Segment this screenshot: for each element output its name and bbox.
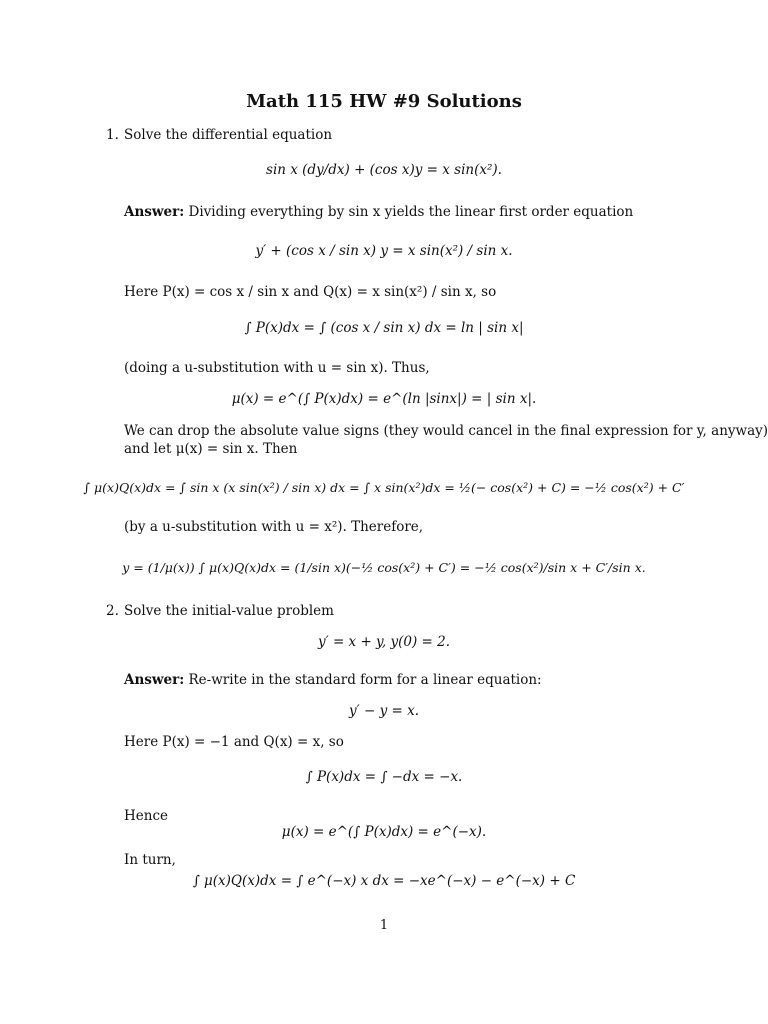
problem-1-number: 1. — [106, 127, 119, 143]
problem-1-prompt: Solve the differential equation — [124, 127, 333, 143]
equation-integral-P-2: ∫ P(x)dx = ∫ −dx = −x. — [305, 769, 463, 785]
problem-1-drop-text-2: and let μ(x) = sin x. Then — [124, 441, 298, 457]
equation-integral-P: ∫ P(x)dx = ∫ (cos x / sin x) dx = ln | sin x| — [244, 320, 524, 336]
problem-1-answer — [124, 203, 633, 221]
problem-1-here-text: Here P(x) = cos x / sin x and Q(x) = x sin(x²) / sin x, so — [124, 284, 497, 300]
answer-intro: Dividing everything by sin x yields the linear first order equation — [188, 204, 634, 220]
equation-integral-muQ: ∫ μ(x)Q(x)dx = ∫ sin x (x sin(x²) / sin x) dx = ∫ x sin(x²)dx = ½(− cos(x²) + C) = −½ cos(x²) + C′ — [83, 480, 685, 495]
problem-1-drop-text-1: We can drop the absolute value signs (they would cancel in the final expression for y, anyway) — [124, 423, 768, 439]
equation-mu: μ(x) = e^(∫ P(x)dx) = e^(ln |sinx|) = | sin x|. — [231, 391, 537, 407]
problem-1-sub-text: (doing a u-substitution with u = sin x). Thus, — [124, 360, 430, 376]
problem-2-given-equation: y′ = x + y, y(0) = 2. — [317, 634, 451, 650]
hence-label: Hence — [124, 808, 169, 824]
problem-2-prompt: Solve the initial-value problem — [124, 603, 334, 619]
equation-integral-muQ-2: ∫ μ(x)Q(x)dx = ∫ e^(−x) x dx = −xe^(−x) − e^(−x) + C — [192, 873, 576, 889]
page-title: Math 115 HW #9 Solutions — [246, 91, 522, 112]
answer-label: Answer: — [124, 204, 185, 220]
problem-2-here-text: Here P(x) = −1 and Q(x) = x, so — [124, 734, 344, 750]
equation-linear-form: y′ + (cos x / sin x) y = x sin(x²) / sin x. — [255, 243, 513, 259]
problem-2-number: 2. — [106, 603, 119, 619]
problem-2-answer — [124, 671, 542, 689]
answer-intro: Re-write in the standard form for a linear equation: — [188, 672, 542, 688]
problem-1-given-equation: sin x (dy/dx) + (cos x)y = x sin(x²). — [266, 162, 502, 178]
answer-label: Answer: — [124, 672, 185, 688]
equation-y-solution: y = (1/μ(x)) ∫ μ(x)Q(x)dx = (1/sin x)(−½ cos(x²) + C′) = −½ cos(x²)/sin x + C′/sin x. — [122, 560, 646, 575]
in-turn-label: In turn, — [124, 852, 176, 868]
page-number: 1 — [379, 918, 389, 933]
problem-1-sub-text-2: (by a u-substitution with u = x²). Therefore, — [124, 519, 424, 535]
equation-standard-form: y′ − y = x. — [348, 703, 419, 719]
equation-mu-2: μ(x) = e^(∫ P(x)dx) = e^(−x). — [281, 824, 487, 840]
